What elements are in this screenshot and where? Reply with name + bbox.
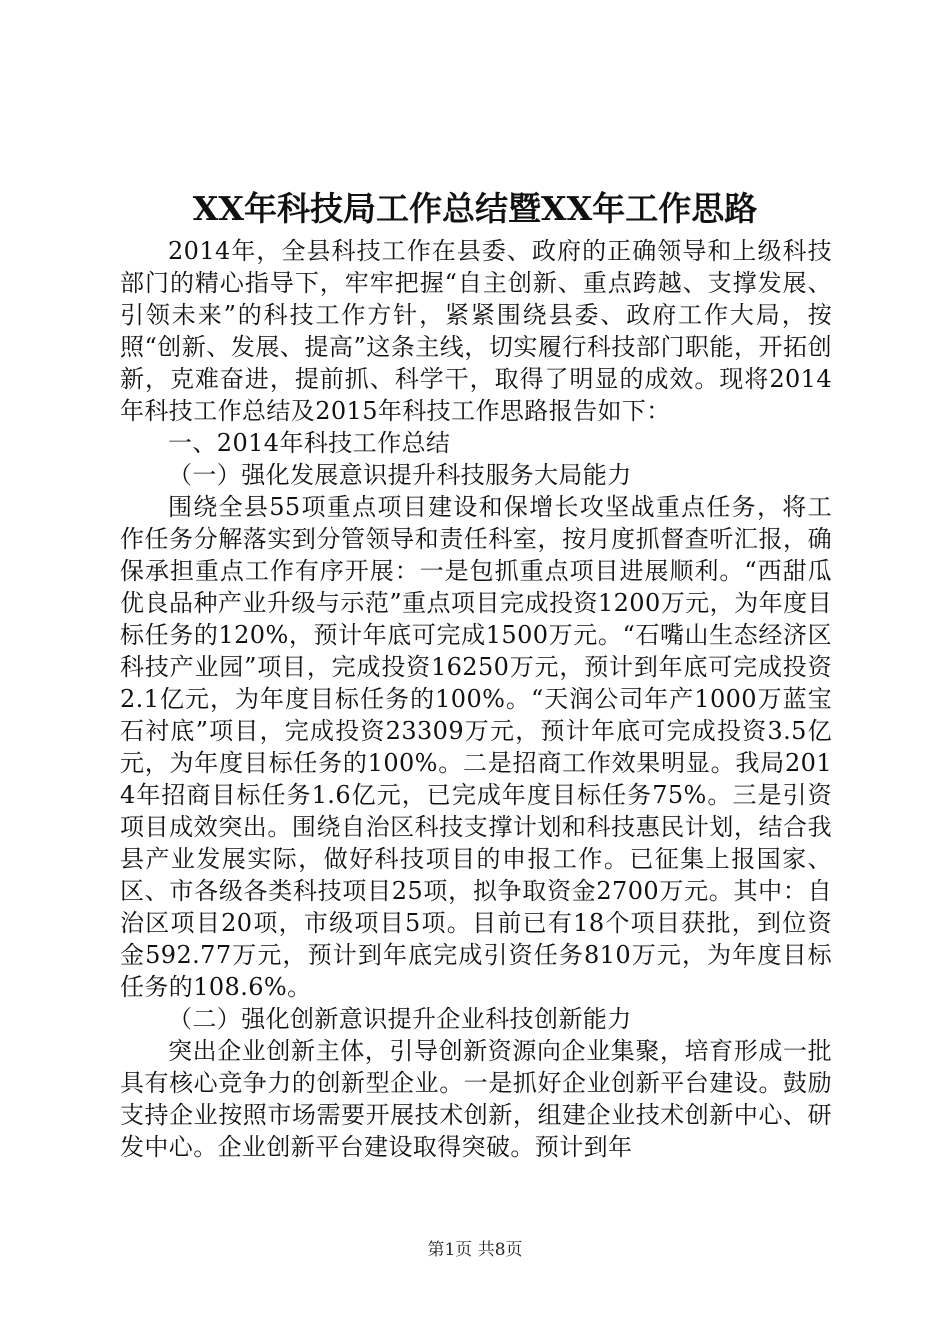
body-paragraph-1: 围绕全县55项重点项目建设和保增长攻坚战重点任务，将工作任务分解落实到分管领导和责任科室，按月度抓督查听汇报，确保承担重点工作有序开展：一是包抓重点项目进展顺利。“西甜瓜优良品种产业升级与示范”重点项目完成投资1200万元，为年度目标任务的120%，预计年底可完成1500万元。“石嘴山生态经济区科技产业园”项目，完成投资16250万元，预计到年底可完成投资2.1亿元，为年度目标任务的100%。“天润公司年产1000万蓝宝石衬底”项目，完成投资23309万元，预计年底可完成投资3.5亿元，为年度目标任务的100%。二是招商工作效果明显。我局201 4年招商目标任务1.6亿元，已完成年度目标任务75%。三是引资项目成效突出。围绕自治区科技支撑计划和科技惠民计划，结合我县产业发展实际，做好科技项目的申报工作。已征集上报国家、区、市各级各类科技项目25项，拟争取资金2700万元。其中：自治区项目20项，市级项目5项。目前已有18个项目获批，到位资金592.77万元，预计到年底完成引资任务810万元，为年度目标任务的108.6%。 [120,493,832,1001]
document-title: XX年科技局工作总结暨XX年工作思路 [192,189,758,228]
section-heading-1: 一、2014年科技工作总结 [168,429,451,457]
intro-paragraph: 2014年，全县科技工作在县委、政府的正确领导和上级科技部门的精心指导下，牢牢把握“自主创新、重点跨越、支撑发展、引领未来”的科技工作方针，紧紧围绕县委、政府工作大局，按照“创新、发展、提高”这条主线，切实履行科技部门职能，开拓创新，克难奋进，提前抓、科学干，取得了明显的成效。现将2014年科技工作总结及2015年科技工作思路报告如下： [120,237,832,425]
subsection-heading-1: （一）强化发展意识提升科技服务大局能力 [168,461,632,489]
document-body [120,235,832,1163]
body-paragraph-2: 突出企业创新主体，引导创新资源向企业集聚，培育形成一批具有核心竞争力的创新型企业。一是抓好企业创新平台建设。鼓励支持企业按照市场需要开展技术创新，组建企业技术创新中心、研发中心。企业创新平台建设取得突破。预计到年 [120,1037,832,1161]
page-footer: 第1页 共8页 [427,1240,523,1260]
subsection-heading-2: （二）强化创新意识提升企业科技创新能力 [168,1005,632,1033]
